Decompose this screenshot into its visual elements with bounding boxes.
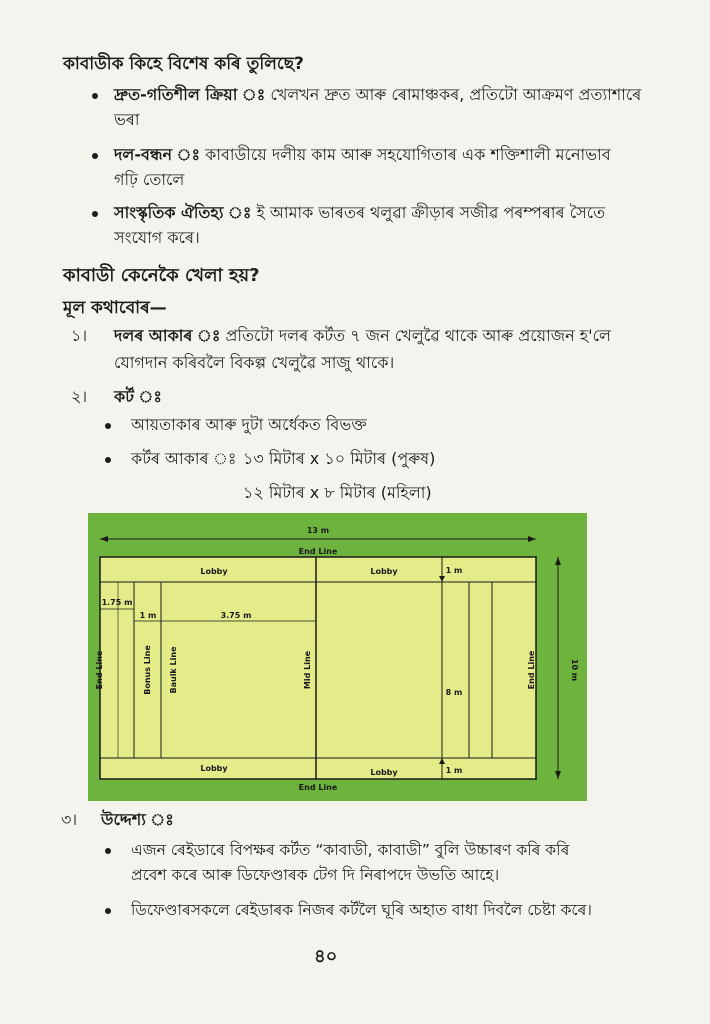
objective-line-cont: প্ৰবেশ কৰে আৰু ডিফেণ্ডাৰক টেগ দি নিৰাপদে উভতি আহে। <box>131 866 500 884</box>
bullet-line: সাংস্কৃতিক ঐতিহ্য ঃ ই আমাক ভাৰতৰ থলুৱা ক্ৰীড়াৰ সজীৱ পৰম্পৰাৰ সৈতে <box>114 203 606 222</box>
court-size-men: ১৩ মিটাৰ x ১০ মিটাৰ (পুৰুষ) <box>243 449 436 468</box>
dim-175-label: 1.75 m <box>101 598 133 607</box>
lobby-top-left-label: Lobby <box>200 567 228 576</box>
bullet-dot <box>105 457 111 463</box>
bullet-line: দল-বন্ধন ঃ কাবাডীয়ে দলীয় কাম আৰু সহযোগিতাৰ এক শক্তিশালী মনোভাব <box>114 145 611 164</box>
court-size-women: ১২ মিটাৰ x ৮ মিটাৰ (মহিলা) <box>243 483 432 502</box>
section-heading-special: কাবাডীক কিহে বিশেষ কৰি তুলিছে? <box>63 54 304 74</box>
bullet-line-cont: ভৰা <box>114 110 140 129</box>
dim-1m-label: 1 m <box>139 611 157 620</box>
objective-heading: উদ্দেশ্য ঃ <box>101 810 174 829</box>
bullet-line-cont: সংযোগ কৰে। <box>114 228 200 247</box>
court-area <box>100 557 536 779</box>
page-number: ৪০ <box>314 946 338 967</box>
mid-line-label: Mid Line <box>303 650 312 690</box>
dim-8m-label: 8 m <box>445 688 463 697</box>
bullet-dot <box>92 93 98 99</box>
court-bullet: আয়তাকাৰ আৰু দুটা অৰ্ধেকত বিভক্ত <box>131 415 367 434</box>
item-number: ২। <box>71 387 88 406</box>
item-number: ৩। <box>61 810 78 829</box>
subheading-key-points: মূল কথাবোৰ— <box>63 298 167 318</box>
end-line-bottom-label: End Line <box>298 783 338 792</box>
objective-line: এজন ৰেইডাৰে বিপক্ষৰ কৰ্টত “কাবাডী, কাবাডী” বুলি উচ্চাৰণ কৰি কৰি <box>131 841 570 859</box>
width-label: 13 m <box>306 526 330 535</box>
bullet-dot <box>105 908 111 914</box>
bullet-dot <box>105 423 111 429</box>
end-line-top-label: End Line <box>298 547 338 556</box>
bullet-line-cont: গঢ়ি তোলে <box>114 170 185 189</box>
item-line: কৰ্ট ঃ <box>114 387 162 406</box>
bullet-dot <box>105 848 111 854</box>
kabaddi-court-diagram <box>88 513 587 801</box>
item-number: ১। <box>71 326 88 345</box>
section-heading-how: কাবাডী কেনেকৈ খেলা হয়? <box>63 265 260 286</box>
court-bullet: কৰ্টৰ আকাৰ ঃ <box>131 449 237 468</box>
baulk-line-label: Baulk Line <box>169 646 178 694</box>
dim-1m-bottom-right-label: 1 m <box>445 766 463 775</box>
objective-line: ডিফেণ্ডাৰসকলে ৰেইডাৰক নিজৰ কৰ্টলৈ ঘূৰি অহাত বাধা দিবলৈ চেষ্টা কৰে। <box>131 901 592 919</box>
end-line-left-label: End Line <box>95 650 104 690</box>
lobby-top-right-label: Lobby <box>370 567 398 576</box>
bullet-dot <box>92 153 98 159</box>
height-label: 10 m <box>570 658 579 682</box>
end-line-right-label: End Line <box>527 650 536 690</box>
item-line-cont: যোগদান কৰিবলৈ বিকল্প খেলুৱৈ সাজু থাকে। <box>114 353 395 372</box>
bullet-dot <box>92 211 98 217</box>
item-line: দলৰ আকাৰ ঃ প্ৰতিটো দলৰ কৰ্টত ৭ জন খেলুৱৈ থাকে আৰু প্ৰয়োজন হ'লে <box>114 326 611 345</box>
bullet-line: দ্ৰুত-গতিশীল ক্ৰিয়া ঃ খেলখন দ্ৰুত আৰু ৰোমাঞ্চকৰ, প্ৰতিটো আক্ৰমণ প্ৰত্যাশাৰে <box>114 85 642 104</box>
lobby-bottom-right-label: Lobby <box>370 768 398 777</box>
dim-1m-top-right-label: 1 m <box>445 566 463 575</box>
bonus-line-label: Bonus Line <box>143 645 152 695</box>
dim-375-label: 3.75 m <box>220 611 252 620</box>
lobby-bottom-left-label: Lobby <box>200 764 228 773</box>
